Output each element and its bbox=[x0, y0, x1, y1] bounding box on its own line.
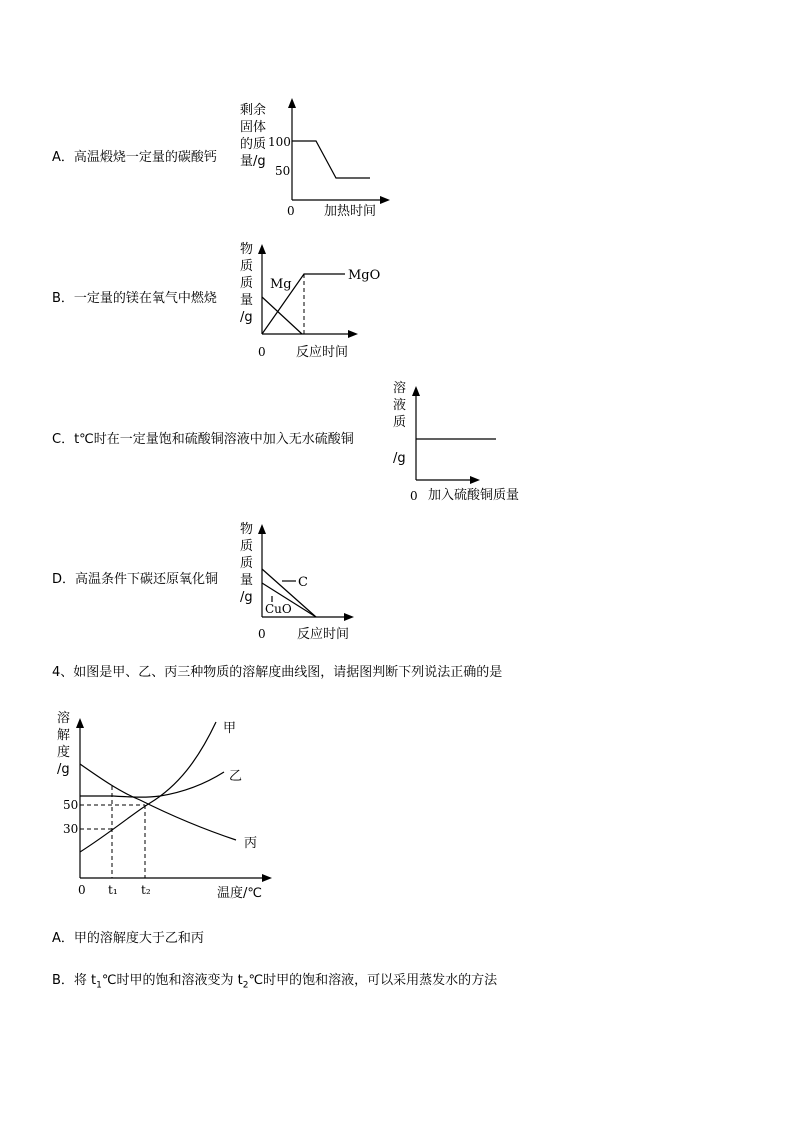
solubility-ylabel-4: /g bbox=[57, 762, 70, 777]
solubility-ylabel-2: 解 bbox=[57, 728, 71, 743]
graph-d-series-c: C bbox=[298, 575, 308, 590]
graph-c-ylabel-2: 液 bbox=[393, 398, 407, 413]
graph-c-origin: 0 bbox=[410, 489, 418, 503]
graph-a-origin: 0 bbox=[287, 204, 295, 218]
graph-b-ylabel-4: 量 bbox=[240, 293, 254, 308]
graph-b-ylabel-2: 质 bbox=[240, 259, 254, 274]
graph-b-xlabel: 反应时间 bbox=[296, 345, 349, 360]
option-b-part-2: ℃时甲的饱和溶液变为 t bbox=[101, 973, 243, 988]
solubility-xtick-t2: t₂ bbox=[141, 883, 151, 897]
graph-c-ylabel-1: 溶 bbox=[393, 381, 407, 396]
curve-label-jia: 甲 bbox=[223, 721, 237, 736]
solubility-xlabel: 温度/℃ bbox=[217, 886, 262, 901]
graph-c-ylabel-5: /g bbox=[393, 451, 406, 466]
graph-a-ylabel-2: 固体 bbox=[240, 120, 267, 135]
solubility-ylabel-3: 度 bbox=[57, 745, 71, 760]
solubility-ytick-30: 30 bbox=[63, 822, 79, 836]
option-a-text: A．高温煅烧一定量的碳酸钙 bbox=[52, 150, 217, 165]
solubility-ytick-50: 50 bbox=[63, 798, 79, 812]
curve-label-yi: 乙 bbox=[229, 769, 243, 784]
graph-b-ylabel-1: 物 bbox=[240, 242, 254, 257]
graph-a-xlabel: 加热时间 bbox=[324, 204, 377, 219]
graph-a-ytick-100: 100 bbox=[268, 135, 291, 149]
graph-b-series-mg: Mg bbox=[270, 277, 292, 292]
graph-b-ylabel-5: /g bbox=[240, 310, 253, 325]
solubility-xtick-t1: t₁ bbox=[108, 883, 118, 897]
option-b-part-3: ℃时甲的饱和溶液，可以采用蒸发水的方法 bbox=[248, 973, 498, 988]
graph-c-ylabel-3: 质 bbox=[393, 415, 407, 430]
graph-d-xlabel: 反应时间 bbox=[297, 627, 350, 642]
graph-d-ylabel-4: 量 bbox=[240, 573, 254, 588]
curve-label-bing: 丙 bbox=[244, 836, 258, 851]
option-d-text: D．高温条件下碳还原氧化铜 bbox=[52, 572, 219, 587]
option-b-sub-2: 2 bbox=[242, 980, 249, 991]
graph-d-origin: 0 bbox=[258, 627, 266, 641]
solubility-x-arrow bbox=[262, 874, 272, 882]
solubility-y-arrow bbox=[76, 718, 84, 728]
question-4-stem: 4、如图是甲、乙、丙三种物质的溶解度曲线图，请据图判断下列说法正确的是 bbox=[52, 665, 503, 680]
graph-b-series-mgo: MgO bbox=[348, 268, 381, 283]
option-b-part-1: B．将 t bbox=[52, 973, 97, 988]
solubility-ylabel-1: 溶 bbox=[57, 711, 71, 726]
graph-d-ylabel-2: 质 bbox=[240, 539, 254, 554]
option-c-text: C．t℃时在一定量饱和硫酸铜溶液中加入无水硫酸铜 bbox=[52, 432, 354, 447]
graph-a-ylabel-3: 的质 bbox=[240, 137, 267, 152]
curve-yi bbox=[80, 772, 224, 797]
solubility-origin: 0 bbox=[78, 883, 86, 897]
option-b-text: B．一定量的镁在氧气中燃烧 bbox=[52, 291, 217, 306]
graph-c-xlabel: 加入硫酸铜质量 bbox=[428, 488, 520, 503]
graph-d-ylabel-5: /g bbox=[240, 590, 253, 605]
graph-b-ylabel-3: 质 bbox=[240, 276, 254, 291]
graph-a-ylabel-1: 剩余 bbox=[240, 103, 267, 118]
option-b-sub-1: 1 bbox=[96, 980, 102, 991]
graph-a-ylabel-4: 量/g bbox=[240, 154, 266, 169]
question-4-option-a: A．甲的溶解度大于乙和丙 bbox=[52, 931, 204, 946]
question-4-option-b bbox=[52, 973, 497, 994]
graph-d-ylabel-3: 质 bbox=[240, 556, 254, 571]
graph-b-origin: 0 bbox=[258, 345, 266, 359]
graph-a-ytick-50: 50 bbox=[275, 164, 291, 178]
graph-d-ylabel-1: 物 bbox=[240, 522, 254, 537]
graph-d-series-cuo: CuO bbox=[265, 602, 292, 616]
